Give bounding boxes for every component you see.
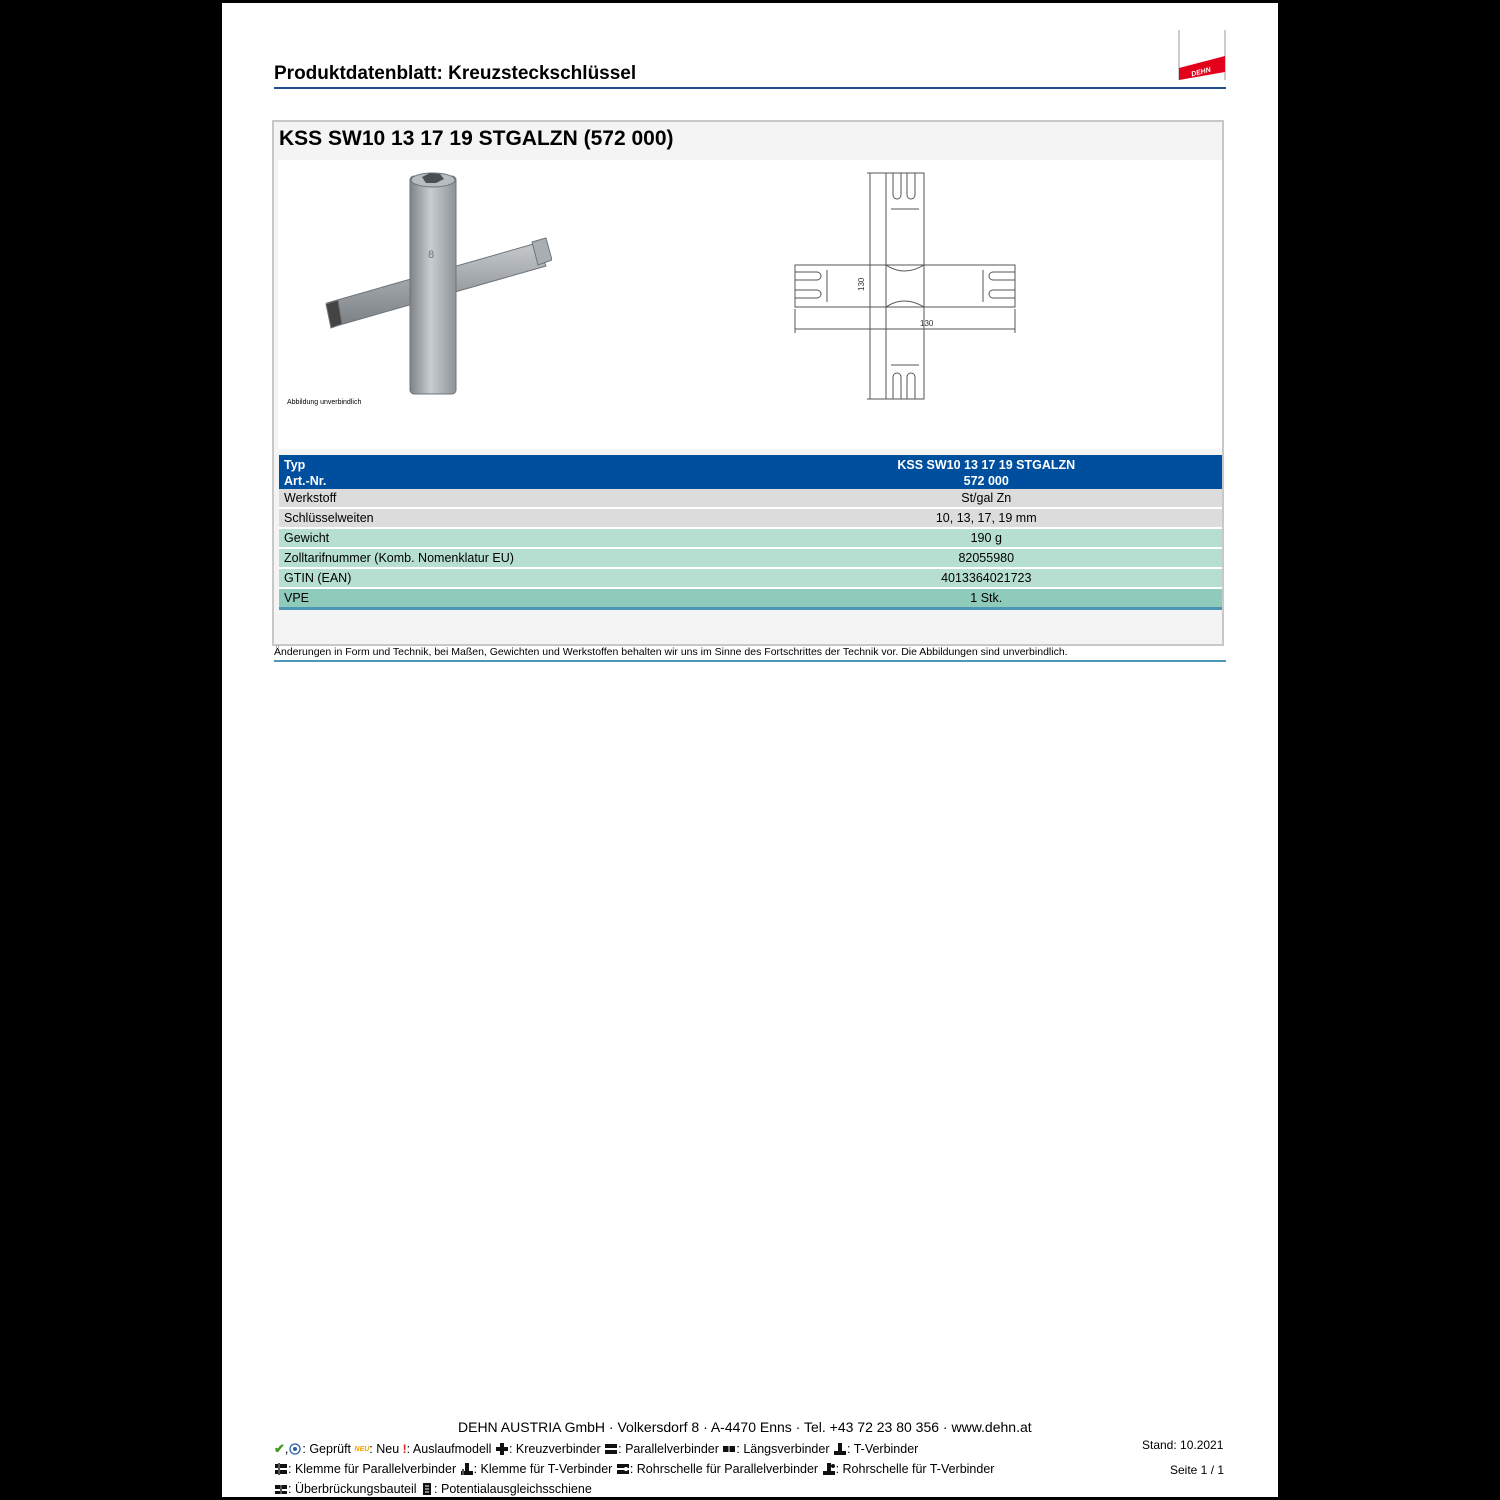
table-row (279, 589, 1222, 610)
dim-width-label: 130 (920, 319, 934, 328)
footer-page-number: Seite 1 / 1 (1170, 1463, 1225, 1477)
legend-neu: : Neu (369, 1442, 400, 1456)
legend-geprueft: : Geprüft (302, 1442, 352, 1456)
clamp-t-icon (461, 1463, 473, 1475)
legend-potential: : Potentialausgleichsschiene (434, 1482, 592, 1496)
title-divider (274, 87, 1226, 89)
product-heading: KSS SW10 13 17 19 STGALZN (572 000) (279, 127, 674, 150)
spec-table (279, 455, 1222, 610)
parallel-connector-icon (605, 1443, 617, 1455)
page-title: Produktdatenblatt: Kreuzsteckschlüssel (274, 63, 637, 84)
product-photo (322, 168, 552, 398)
table-cell-value: 1 Stk. (751, 589, 1223, 610)
legend-line-3 (274, 1482, 592, 1496)
legend-auslauf: : Auslaufmodell (406, 1442, 492, 1456)
table-row (279, 489, 1222, 509)
table-header-label: Art.-Nr. (279, 473, 751, 489)
t-connector-icon (834, 1443, 846, 1455)
disclaimer-divider (274, 660, 1226, 662)
pipe-clamp-t-icon (823, 1463, 835, 1475)
table-cell-label: GTIN (EAN) (279, 569, 751, 589)
equipotential-bar-icon (421, 1483, 433, 1495)
table-cell-value: St/gal Zn (751, 489, 1223, 509)
legend-laengs: : Längsverbinder (736, 1442, 830, 1456)
photo-mark: 8 (428, 249, 435, 261)
dim-height-label: 130 (857, 277, 866, 291)
legend-kreuz: : Kreuzverbinder (508, 1442, 601, 1456)
legend-klemme-t: : Klemme für T-Verbinder (473, 1462, 613, 1476)
legend-rohr-t: : Rohrschelle für T-Verbinder (835, 1462, 995, 1476)
table-cell-value: 190 g (751, 529, 1223, 549)
table-header-value: 572 000 (751, 473, 1223, 489)
table-row (279, 569, 1222, 589)
technical-drawing (787, 169, 1023, 404)
photo-caption: Abbildung unverbindlich (287, 399, 362, 406)
legend-ueberbrueckung: : Überbrückungsbauteil (288, 1482, 417, 1496)
table-cell-value: 4013364021723 (751, 569, 1223, 589)
legend-parallel: : Parallelverbinder (618, 1442, 719, 1456)
table-row (279, 529, 1222, 549)
cross-connector-icon (496, 1443, 508, 1455)
legend-t: : T-Verbinder (846, 1442, 919, 1456)
dehn-logo (1177, 30, 1226, 80)
legend-comma: , (284, 1442, 289, 1456)
discontinued-icon: ! (402, 1442, 407, 1456)
bridging-component-icon (275, 1483, 287, 1495)
pipe-clamp-parallel-icon (617, 1463, 629, 1475)
table-row (279, 549, 1222, 569)
legend-klemme-parallel: : Klemme für Parallelverbinder (288, 1462, 457, 1476)
table-header-row (279, 455, 1222, 473)
check-icon: ✔ (274, 1441, 285, 1456)
longitudinal-connector-icon (723, 1443, 735, 1455)
table-cell-label: Zolltarifnummer (Komb. Nomenklatur EU) (279, 549, 751, 569)
table-header-row (279, 473, 1222, 489)
table-cell-label: Schlüsselweiten (279, 509, 751, 529)
logo-text: DEHN (1190, 66, 1212, 79)
new-badge-icon: NEU (354, 1445, 370, 1453)
table-cell-value: 10, 13, 17, 19 mm (751, 509, 1223, 529)
table-row (279, 509, 1222, 529)
datasheet-page (222, 3, 1278, 1497)
table-cell-label: Werkstoff (279, 489, 751, 509)
footer-date: Stand: 10.2021 (1142, 1438, 1224, 1452)
table-cell-label: Gewicht (279, 529, 751, 549)
table-cell-label: VPE (279, 589, 751, 610)
legend-line-1 (274, 1441, 918, 1457)
clamp-parallel-icon (275, 1463, 287, 1475)
table-header-value: KSS SW10 13 17 19 STGALZN (751, 455, 1223, 473)
test-seal-icon (289, 1443, 301, 1455)
legend-rohr-parallel: : Rohrschelle für Parallelverbinder (629, 1462, 819, 1476)
disclaimer-text: Änderungen in Form und Technik, bei Maßen, Gewichten und Werkstoffen behalten wir uns im Sinne des Fortschrittes der Technik vor. Die Abbildungen sind unverbindlich. (274, 646, 1068, 658)
table-cell-value: 82055980 (751, 549, 1223, 569)
legend-line-2 (274, 1462, 994, 1476)
table-header-label: Typ (279, 455, 751, 473)
footer-company: DEHN AUSTRIA GmbH · Volkersdorf 8 · A-4470 Enns · Tel. +43 72 23 80 356 · www.dehn.at (458, 1419, 1032, 1435)
